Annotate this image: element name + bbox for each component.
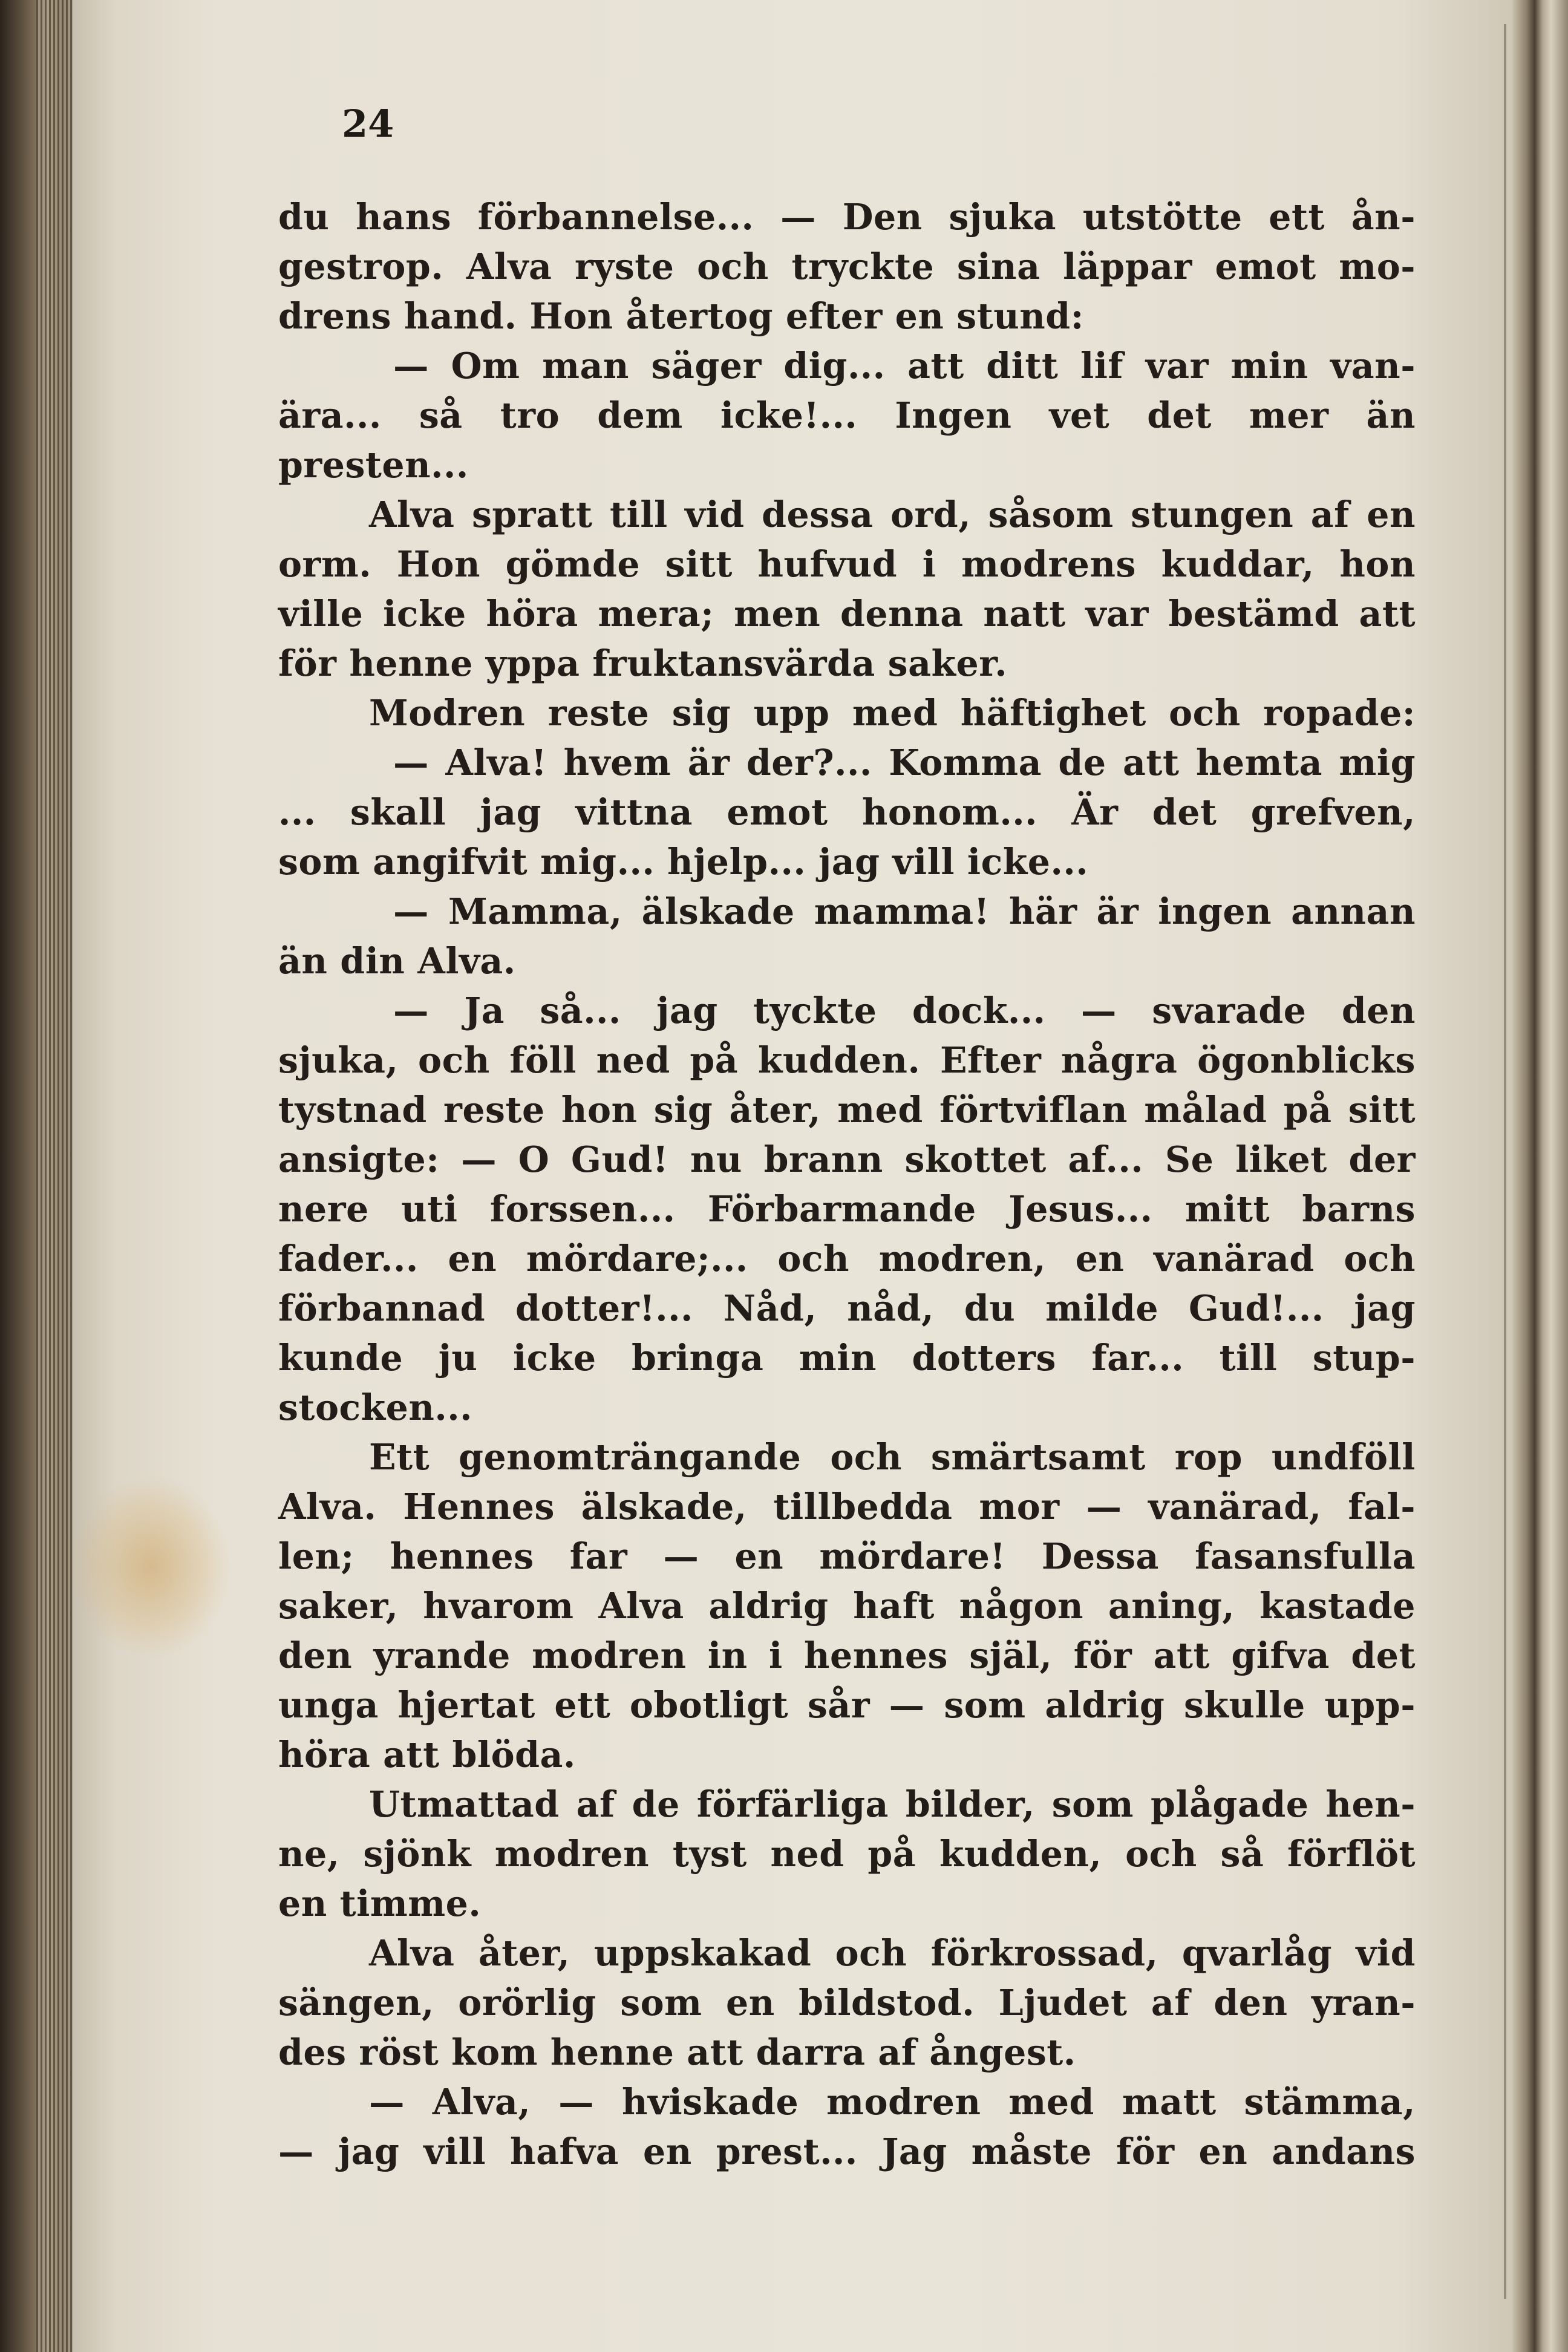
- text-line: ville icke höra mera; men denna natt var bestämd att: [278, 593, 1416, 635]
- facing-page-edge: [1512, 0, 1568, 2352]
- text-line: — Alva, — hviskade modren med matt stämma,: [369, 2081, 1416, 2123]
- text-line: ne, sjönk modren tyst ned på kudden, och så förflöt: [278, 1833, 1416, 1875]
- text-line: Alva. Hennes älskade, tillbedda mor — vanärad, fal-: [278, 1486, 1416, 1527]
- text-line: Ett genomträngande och smärtsamt rop undföll: [369, 1436, 1416, 1478]
- text-line: sjuka, och föll ned på kudden. Efter några ögonblicks: [278, 1039, 1416, 1081]
- foxing-stain: [73, 1476, 230, 1658]
- text-line: som angifvit mig... hjelp... jag vill icke...: [278, 841, 1089, 883]
- text-line: för henne yppa fruktansvärda saker.: [278, 642, 1008, 684]
- text-line: drens hand. Hon återtog efter en stund:: [278, 295, 1084, 337]
- text-line: än din Alva.: [278, 940, 516, 982]
- text-line: — Ja så... jag tyckte dock... — svarade den: [393, 990, 1416, 1031]
- text-line: Utmattad af de förfärliga bilder, som plågade hen-: [369, 1783, 1416, 1825]
- text-line: ... skall jag vittna emot honom... Är det grefven,: [278, 791, 1416, 833]
- text-line: — Alva! hvem är der?... Komma de att hemta mig: [393, 742, 1416, 783]
- page-number: 24: [342, 102, 394, 146]
- text-line: nere uti forssen... Förbarmande Jesus... mitt barns: [278, 1188, 1416, 1230]
- text-line: du hans förbannelse... — Den sjuka utstötte ett ån-: [278, 196, 1416, 238]
- text-line: tystnad reste hon sig åter, med förtviflan målad på sitt: [278, 1089, 1416, 1131]
- text-line: gestrop. Alva ryste och tryckte sina läppar emot mo-: [278, 246, 1416, 287]
- text-line: orm. Hon gömde sitt hufvud i modrens kuddar, hon: [278, 543, 1416, 585]
- text-line: unga hjertat ett obotligt sår — som aldrig skulle upp-: [278, 1684, 1416, 1726]
- text-line: förbannad dotter!... Nåd, nåd, du milde Gud!... jag: [278, 1287, 1416, 1329]
- text-line: saker, hvarom Alva aldrig haft någon aning, kastade: [278, 1585, 1416, 1627]
- text-line: — Mamma, älskade mamma! här är ingen annan: [393, 890, 1416, 932]
- text-line: len; hennes far — en mördare! Dessa fasansfulla: [278, 1535, 1416, 1577]
- text-line: kunde ju icke bringa min dotters far... till stup-: [278, 1337, 1416, 1379]
- text-line: — Om man säger dig... att ditt lif var min van-: [393, 345, 1416, 387]
- text-line: Modren reste sig upp med häftighet och ropade:: [369, 692, 1416, 734]
- text-line: ära... så tro dem icke!... Ingen vet det mer än: [278, 394, 1416, 436]
- text-line: en timme.: [278, 1883, 482, 1924]
- page-fold-shadow: [1504, 24, 1506, 2299]
- text-line: ansigte: — O Gud! nu brann skottet af... Se liket der: [278, 1138, 1416, 1180]
- text-line: den yrande modren in i hennes själ, för att gifva det: [278, 1635, 1416, 1676]
- text-line: sängen, orörlig som en bildstod. Ljudet af den yran-: [278, 1982, 1416, 2024]
- body-text: [278, 192, 1416, 2177]
- text-line: — jag vill hafva en prest... Jag måste för en andans: [278, 2131, 1416, 2172]
- text-line: fader... en mördare;... och modren, en vanärad och: [278, 1238, 1416, 1279]
- text-line: presten...: [278, 444, 469, 486]
- text-line: Alva spratt till vid dessa ord, såsom stungen af en: [369, 494, 1416, 535]
- text-line: höra att blöda.: [278, 1734, 576, 1775]
- text-line: Alva åter, uppskakad och förkrossad, qvarlåg vid: [369, 1932, 1416, 1974]
- text-line: des röst kom henne att darra af ångest.: [278, 2031, 1076, 2073]
- text-line: stocken...: [278, 1387, 472, 1428]
